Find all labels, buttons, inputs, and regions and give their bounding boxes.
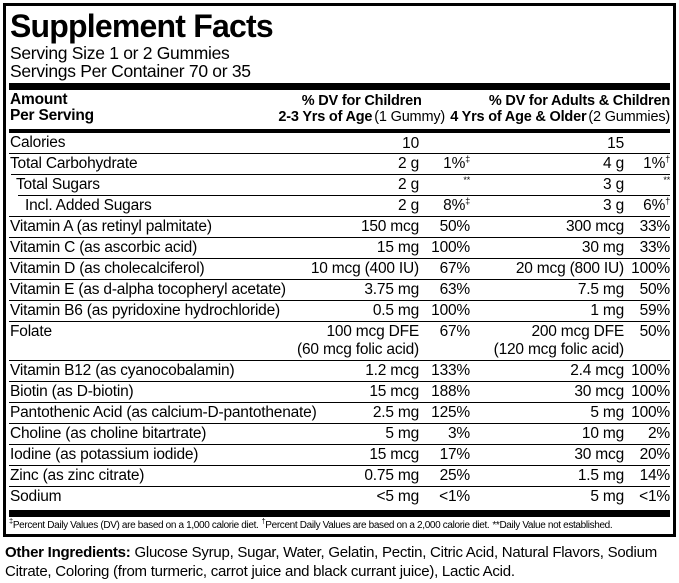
row-content xyxy=(9,280,670,300)
amount-header-line1: Amount xyxy=(10,91,68,108)
adult-amount: 1 mg xyxy=(590,302,624,319)
double-asterisk-marker: ** xyxy=(492,520,500,531)
table-row xyxy=(9,258,670,279)
child-amount: 2 g xyxy=(398,155,419,172)
child-amount: 100 mcg DFE (60 mcg folic acid) xyxy=(297,323,419,358)
nutrient-name: Calories xyxy=(10,134,66,151)
table-row xyxy=(9,465,670,486)
row-content xyxy=(9,382,670,402)
serving-size-text: Serving Size 1 or 2 Gummies xyxy=(10,43,230,63)
adult-daily-value: 100% xyxy=(631,260,670,277)
child-amount: 0.75 mg xyxy=(364,467,419,484)
child-amount: 3.75 mg xyxy=(364,281,419,298)
child-daily-value: 100% xyxy=(431,239,470,256)
child-daily-value: 50% xyxy=(439,218,470,235)
adult-amount: 30 mcg xyxy=(574,383,624,400)
table-row xyxy=(9,216,670,237)
child-daily-value: 1%‡ xyxy=(443,153,470,172)
facts-box xyxy=(3,3,676,537)
footnote-segment-children: ‡Percent Daily Values (DV) are based on a 1,000 calorie diet. xyxy=(9,516,259,531)
adult-daily-value: 14% xyxy=(639,467,670,484)
adult-daily-value: 6%† xyxy=(643,195,670,214)
ddagger-marker: ‡ xyxy=(9,516,13,526)
row-content xyxy=(9,196,670,216)
child-daily-value: 17% xyxy=(439,446,470,463)
adult-amount: 30 mg xyxy=(581,239,624,256)
adult-amount: 300 mcg xyxy=(565,218,624,235)
child-amount: 5 mg xyxy=(385,425,419,442)
adult-amount: 5 mg xyxy=(590,488,624,505)
child-daily-value: 3% xyxy=(447,425,470,442)
nutrient-name: Vitamin D (as cholecalciferol) xyxy=(10,260,205,277)
table-row xyxy=(9,360,670,381)
table-row xyxy=(9,195,670,216)
divider-thick-top xyxy=(9,83,670,90)
adult-daily-value: 50% xyxy=(639,281,670,298)
table-row xyxy=(9,237,670,258)
row-content xyxy=(9,175,670,195)
child-amount: 10 xyxy=(402,135,419,152)
child-amount: 0.5 mg xyxy=(372,302,419,319)
adult-daily-value: 100% xyxy=(631,362,670,379)
nutrient-name: Pantothenic Acid (as calcium-D-pantothenate) xyxy=(10,404,317,421)
child-amount: 1.2 mcg xyxy=(365,362,419,379)
row-content xyxy=(9,238,670,258)
nutrient-name: Biotin (as D-biotin) xyxy=(10,383,134,400)
nutrient-name: Vitamin C (as ascorbic acid) xyxy=(10,239,198,256)
table-row xyxy=(9,300,670,321)
nutrient-name: Sodium xyxy=(10,488,62,505)
child-amount: 2.5 mg xyxy=(372,404,419,421)
child-amount: 150 mcg xyxy=(360,218,419,235)
row-content xyxy=(9,487,670,507)
adults-dv-column-header xyxy=(450,93,670,125)
table-row xyxy=(9,486,670,507)
adult-daily-value: <1% xyxy=(639,488,670,505)
other-ingredients-text: Glucose Syrup, Sugar, Water, Gelatin, Pectin, Citric Acid, Natural Flavors, Sodium Citrate, Coloring (from turmeric, carrot juice and black currant juice), Lactic Acid. xyxy=(5,544,657,580)
adult-amount: 2.4 mcg xyxy=(570,362,624,379)
child-daily-value: 8%‡ xyxy=(443,195,470,214)
row-content xyxy=(9,154,670,174)
child-daily-value: <1% xyxy=(439,488,470,505)
child-daily-value: 25% xyxy=(439,467,470,484)
child-daily-value: 63% xyxy=(439,281,470,298)
row-content xyxy=(9,361,670,381)
nutrient-name: Iodine (as potassium iodide) xyxy=(10,446,199,463)
footnote-segment-adults: †Percent Daily Values are based on a 2,000 calorie diet. xyxy=(261,516,490,531)
child-daily-value xyxy=(463,176,470,194)
table-row xyxy=(9,423,670,444)
child-amount: 2 g xyxy=(398,176,419,193)
adult-amount: 5 mg xyxy=(590,404,624,421)
amount-header-line2: Per Serving xyxy=(10,107,94,124)
footnote-segment-not-established: **Daily Value not established. xyxy=(492,520,613,531)
nutrient-name: Zinc (as zinc citrate) xyxy=(10,467,145,484)
child-daily-value: 188% xyxy=(431,383,470,400)
adult-daily-value: 100% xyxy=(631,404,670,421)
dagger-marker: † xyxy=(261,516,266,526)
row-content xyxy=(9,445,670,465)
nutrient-name: Total Sugars xyxy=(16,176,100,193)
row-content xyxy=(9,424,670,444)
divider-thick-bottom xyxy=(9,510,670,517)
row-content xyxy=(9,466,670,486)
table-row xyxy=(9,381,670,402)
adult-daily-value xyxy=(663,176,670,194)
row-content xyxy=(9,217,670,237)
adult-amount: 20 mcg (800 IU) xyxy=(515,260,624,277)
dv-footnote-marker: ** xyxy=(663,174,670,185)
adult-amount: 15 xyxy=(607,135,624,152)
child-daily-value: 133% xyxy=(431,362,470,379)
table-row xyxy=(9,174,670,195)
page-title: Supplement Facts xyxy=(10,8,273,44)
adult-daily-value: 20% xyxy=(639,446,670,463)
adult-daily-value: 50% xyxy=(639,323,670,340)
table-row xyxy=(9,153,670,174)
footnote xyxy=(9,517,670,532)
table-row xyxy=(9,402,670,423)
dv-footnote-marker: ‡ xyxy=(465,195,470,206)
row-content xyxy=(9,259,670,279)
adult-amount: 4 g xyxy=(603,155,624,172)
row-content xyxy=(9,301,670,321)
row-content xyxy=(9,403,670,423)
table-row xyxy=(9,279,670,300)
child-daily-value: 67% xyxy=(439,260,470,277)
nutrient-name: Vitamin A (as retinyl palmitate) xyxy=(10,218,212,235)
child-amount: 2 g xyxy=(398,197,419,214)
child-amount: 10 mcg (400 IU) xyxy=(310,260,419,277)
children-dv-column-header xyxy=(278,93,445,125)
adult-daily-value: 100% xyxy=(631,383,670,400)
adult-amount: 30 mcg xyxy=(574,446,624,463)
adult-amount: 200 mcg DFE (120 mcg folic acid) xyxy=(493,323,624,358)
table-row xyxy=(9,321,670,360)
other-ingredients xyxy=(5,543,675,581)
nutrient-name: Vitamin B12 (as cyanocobalamin) xyxy=(10,362,235,379)
adult-amount: 3 g xyxy=(603,197,624,214)
nutrient-name: Vitamin E (as d-alpha tocopheryl acetate) xyxy=(10,281,286,298)
dv-footnote-marker: ‡ xyxy=(465,153,470,164)
adult-amount: 7.5 mg xyxy=(577,281,624,298)
nutrient-name: Vitamin B6 (as pyridoxine hydrochloride) xyxy=(10,302,280,319)
child-amount: 15 mcg xyxy=(369,383,419,400)
row-content xyxy=(9,322,670,360)
child-daily-value: 125% xyxy=(431,404,470,421)
adult-daily-value: 59% xyxy=(639,302,670,319)
adults-dv-line2: 4 Yrs of Age & Older (2 Gummies) xyxy=(450,109,670,125)
facts-rows xyxy=(9,133,670,507)
child-daily-value: 67% xyxy=(439,323,470,340)
nutrient-name: Incl. Added Sugars xyxy=(25,197,152,214)
child-daily-value: 100% xyxy=(431,302,470,319)
children-dv-line2: 2-3 Yrs of Age (1 Gummy) xyxy=(278,109,445,125)
adult-daily-value: 33% xyxy=(639,239,670,256)
children-dv-line1: % DV for Children xyxy=(301,93,422,109)
nutrient-name: Choline (as choline bitartrate) xyxy=(10,425,207,442)
nutrient-name: Folate xyxy=(10,323,52,340)
child-amount: <5 mg xyxy=(376,488,419,505)
child-amount: 15 mcg xyxy=(369,446,419,463)
adults-dv-line1: % DV for Adults & Children xyxy=(488,93,670,109)
adult-amount: 3 g xyxy=(603,176,624,193)
row-content xyxy=(9,133,670,153)
dv-footnote-marker: † xyxy=(665,153,670,164)
other-ingredients-label: Other Ingredients: xyxy=(5,544,131,561)
nutrient-name: Total Carbohydrate xyxy=(10,155,138,172)
table-row xyxy=(9,444,670,465)
adult-daily-value: 2% xyxy=(647,425,670,442)
table-row xyxy=(9,133,670,153)
dv-footnote-marker: ** xyxy=(463,174,470,185)
table-header-row xyxy=(9,90,670,129)
servings-per-container-text: Servings Per Container 70 or 35 xyxy=(10,61,251,81)
adult-daily-value: 1%† xyxy=(643,153,670,172)
adult-daily-value: 33% xyxy=(639,218,670,235)
child-amount: 15 mg xyxy=(376,239,419,256)
adult-amount: 1.5 mg xyxy=(577,467,624,484)
adult-amount: 10 mg xyxy=(581,425,624,442)
dv-footnote-marker: † xyxy=(665,195,670,206)
